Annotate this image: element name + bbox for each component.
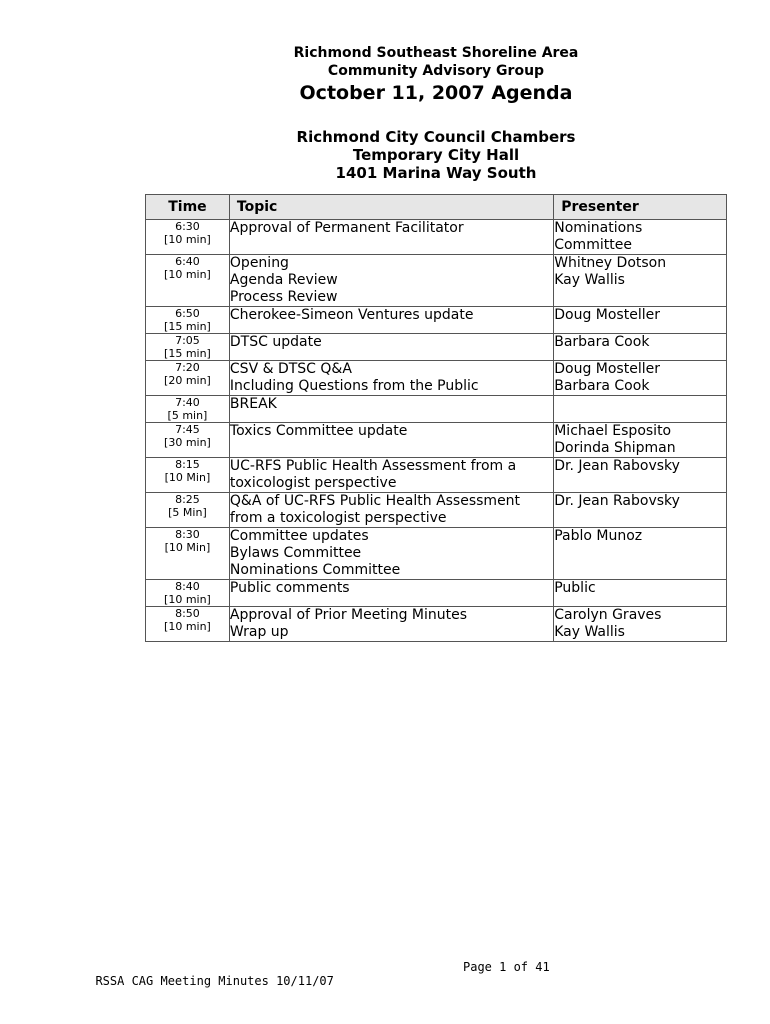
presenter-cell [554, 458, 727, 493]
topic-line: Public comments [229, 580, 350, 596]
location-line-3: 1401 Marina Way South [335, 164, 537, 182]
presenter-name: Carolyn Graves [554, 607, 662, 623]
topic-cell [229, 580, 553, 607]
time-cell [146, 607, 230, 642]
time-cell [146, 361, 230, 396]
agenda-row [146, 396, 727, 423]
presenter-name: Pablo Munoz [554, 528, 643, 544]
duration: [5 Min] [168, 506, 207, 519]
duration: [5 min] [167, 409, 208, 422]
presenter-name: Dorinda Shipman [554, 440, 676, 456]
topic-line: Approval of Permanent Facilitator [229, 220, 464, 236]
time-cell [146, 423, 230, 458]
topic-line: Wrap up [229, 624, 289, 640]
presenter-cell [554, 528, 727, 580]
agenda-row [146, 607, 727, 642]
topic-line: Cherokee-Simeon Ventures update [229, 307, 474, 323]
topic-line: CSV & DTSC Q&A [229, 361, 352, 377]
start-time: 7:45 [175, 423, 200, 436]
presenter-name: Barbara Cook [554, 378, 650, 394]
topic-line: Q&A of UC-RFS Public Health Assessment [229, 493, 521, 509]
agenda-row [146, 307, 727, 334]
start-time: 6:50 [175, 307, 200, 320]
start-time: 6:40 [175, 255, 200, 268]
presenter-name: Barbara Cook [554, 334, 650, 350]
org-name-line-1: Richmond Southeast Shoreline Area [293, 45, 579, 61]
topic-line: Agenda Review [229, 272, 338, 288]
presenter-name: Public [554, 580, 596, 596]
time-cell [146, 458, 230, 493]
topic-cell [229, 493, 553, 528]
start-time: 7:20 [175, 361, 200, 374]
presenter-name: Kay Wallis [554, 272, 625, 288]
presenter-cell [554, 361, 727, 396]
agenda-row [146, 361, 727, 396]
start-time: 8:15 [175, 458, 200, 471]
page-footer [81, 960, 550, 1002]
duration: [10 min] [164, 593, 211, 606]
presenter-cell [554, 255, 727, 307]
presenter-name: Michael Esposito [554, 423, 672, 439]
time-cell [146, 255, 230, 307]
topic-line: toxicologist perspective [229, 475, 397, 491]
column-header-presenter: Presenter [554, 195, 727, 220]
agenda-row [146, 423, 727, 458]
agenda-row [146, 528, 727, 580]
start-time: 7:40 [175, 396, 200, 409]
presenter-cell [554, 423, 727, 458]
time-cell [146, 334, 230, 361]
agenda-header-row [146, 195, 727, 220]
topic-cell [229, 528, 553, 580]
time-cell [146, 396, 230, 423]
topic-line: Process Review [229, 289, 338, 305]
topic-line: DTSC update [229, 334, 322, 350]
footer-page-number: Page 1 of 41 [463, 960, 550, 974]
presenter-name: Doug Mosteller [554, 307, 660, 323]
presenter-cell [554, 580, 727, 607]
presenter-name: Committee [554, 237, 632, 253]
topic-cell [229, 334, 553, 361]
presenter-name: Nominations [554, 220, 643, 236]
duration: [20 min] [164, 374, 211, 387]
agenda-row [146, 255, 727, 307]
presenter-cell [554, 493, 727, 528]
agenda-body [146, 220, 727, 642]
topic-line: UC-RFS Public Health Assessment from a [229, 458, 517, 474]
topic-line: Including Questions from the Public [229, 378, 479, 394]
presenter-cell [554, 307, 727, 334]
topic-line: BREAK [229, 396, 277, 412]
agenda-row [146, 493, 727, 528]
time-cell [146, 220, 230, 255]
agenda-row [146, 580, 727, 607]
topic-line: Bylaws Committee [229, 545, 362, 561]
presenter-cell [554, 396, 727, 423]
topic-line: Approval of Prior Meeting Minutes [229, 607, 468, 623]
duration: [30 min] [164, 436, 211, 449]
start-time: 8:50 [175, 607, 200, 620]
topic-cell [229, 220, 553, 255]
duration: [15 min] [164, 347, 211, 360]
presenter-name: Whitney Dotson [554, 255, 667, 271]
org-name-line-2: Community Advisory Group [327, 63, 545, 79]
duration: [10 min] [164, 620, 211, 633]
duration: [10 min] [164, 268, 211, 281]
presenter-cell [554, 607, 727, 642]
location-line-1: Richmond City Council Chambers [296, 128, 576, 146]
agenda-row [146, 220, 727, 255]
meeting-location [102, 128, 770, 182]
presenter-name: Doug Mosteller [554, 361, 660, 377]
agenda-row [146, 458, 727, 493]
topic-line: Committee updates [229, 528, 369, 544]
start-time: 6:30 [175, 220, 200, 233]
duration: [10 min] [164, 233, 211, 246]
topic-line: Toxics Committee update [229, 423, 408, 439]
start-time: 8:25 [175, 493, 200, 506]
topic-cell [229, 255, 553, 307]
column-header-topic: Topic [229, 195, 553, 220]
topic-line: Opening [229, 255, 289, 271]
time-cell [146, 528, 230, 580]
topic-cell [229, 307, 553, 334]
duration: [10 Min] [164, 471, 211, 484]
presenter-name: Kay Wallis [554, 624, 625, 640]
location-line-2: Temporary City Hall [352, 146, 520, 164]
topic-line: Nominations Committee [229, 562, 401, 578]
page-title: October 11, 2007 Agenda [299, 82, 573, 104]
start-time: 8:40 [175, 580, 200, 593]
agenda-row [146, 334, 727, 361]
duration: [15 min] [164, 320, 211, 333]
presenter-name: Dr. Jean Rabovsky [554, 458, 680, 474]
duration: [10 Min] [164, 541, 211, 554]
time-cell [146, 580, 230, 607]
document-header [0, 44, 770, 182]
presenter-cell [554, 334, 727, 361]
presenter-name: Dr. Jean Rabovsky [554, 493, 680, 509]
start-time: 8:30 [175, 528, 200, 541]
time-cell [146, 493, 230, 528]
agenda-table [145, 194, 727, 642]
topic-line: from a toxicologist perspective [229, 510, 447, 526]
start-time: 7:05 [175, 334, 200, 347]
topic-cell [229, 423, 553, 458]
topic-cell [229, 361, 553, 396]
time-cell [146, 307, 230, 334]
topic-cell [229, 458, 553, 493]
footer-document-label: RSSA CAG Meeting Minutes 10/11/07 [95, 974, 334, 988]
column-header-time: Time [146, 195, 230, 220]
topic-cell [229, 396, 553, 423]
presenter-cell [554, 220, 727, 255]
topic-cell [229, 607, 553, 642]
